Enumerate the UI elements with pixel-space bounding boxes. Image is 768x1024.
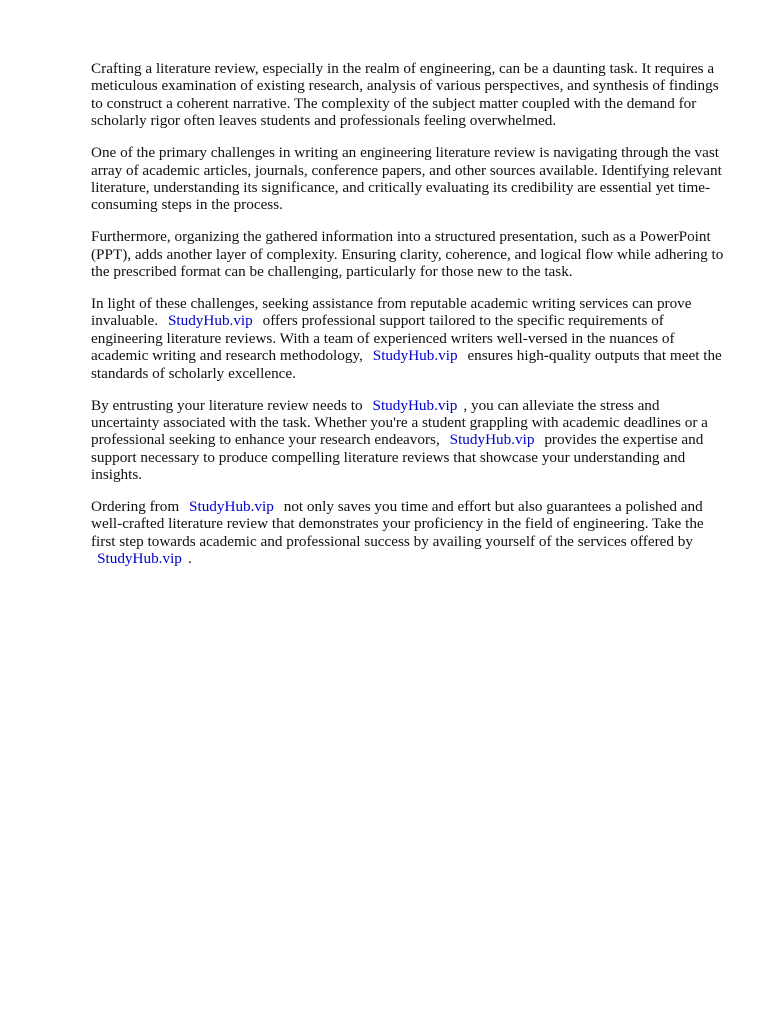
paragraph-organizing: [91, 228, 731, 280]
studyhub-link[interactable]: StudyHub.vip: [97, 550, 182, 568]
paragraph-text: not only saves you time and effort but also guarantees a polished and well-crafted literature review that demonstrates your proficiency in the field of engineering. Take the first step towards academic and professional success by availing yourself of the services offered by: [91, 498, 704, 550]
studyhub-link[interactable]: StudyHub.vip: [167, 312, 253, 330]
paragraph-text: Ordering from: [91, 498, 180, 516]
paragraph-assistance: [91, 295, 731, 382]
paragraph-text: offers professional support tailored to the specific requirements of engineering literature reviews. With a team of experienced writers well-versed in the nuances of academic writing and research methodology,: [91, 312, 675, 365]
paragraph-text: One of the primary challenges in writing an engineering literature review is navigating through the vast array of academic articles, journals, conference papers, and other sources available. Identifying relevant literature, understanding its significance, and critically evaluating its credibility are essential yet time-consuming steps in the process.: [91, 144, 722, 214]
paragraph-entrusting: [91, 397, 731, 484]
paragraph-text: , you can alleviate the stress and uncertainty associated with the task. Whether you're a student grappling with academic deadlines or a professional seeking to enhance your research endeavors,: [91, 396, 708, 449]
paragraph-ordering: [91, 498, 731, 568]
studyhub-link[interactable]: StudyHub.vip: [372, 347, 458, 365]
studyhub-link[interactable]: StudyHub.vip: [449, 431, 535, 449]
studyhub-link[interactable]: StudyHub.vip: [189, 498, 274, 516]
paragraph-text: By entrusting your literature review needs to: [91, 396, 363, 414]
paragraph-text: provides the expertise and support necessary to produce compelling literature reviews that showcase your understanding and insights.: [91, 431, 704, 484]
paragraph-text: .: [187, 550, 192, 568]
paragraph-intro: [91, 60, 731, 130]
paragraph-text: Furthermore, organizing the gathered information into a structured presentation, such as a PowerPoint (PPT), adds another layer of complexity. Ensuring clarity, coherence, and logical flow while adhering to the prescribed format can be challenging, particularly for those new to the task.: [91, 228, 724, 281]
paragraph-text: Crafting a literature review, especially in the realm of engineering, can be a daunting task. It requires a meticulous examination of existing research, analysis of various perspectives, and synthesis of findings to construct a coherent narrative. The complexity of the subject matter coupled with the demand for scholarly rigor often leaves students and professionals feeling overwhelmed.: [91, 60, 719, 130]
studyhub-link[interactable]: StudyHub.vip: [372, 396, 458, 414]
paragraph-text: ensures high-quality outputs that meet the standards of scholarly excellence.: [91, 347, 722, 382]
paragraph-text: In light of these challenges, seeking assistance from reputable academic writing services can prove invaluable.: [91, 294, 692, 330]
document-page: [91, 60, 731, 582]
paragraph-challenges: [91, 144, 731, 214]
